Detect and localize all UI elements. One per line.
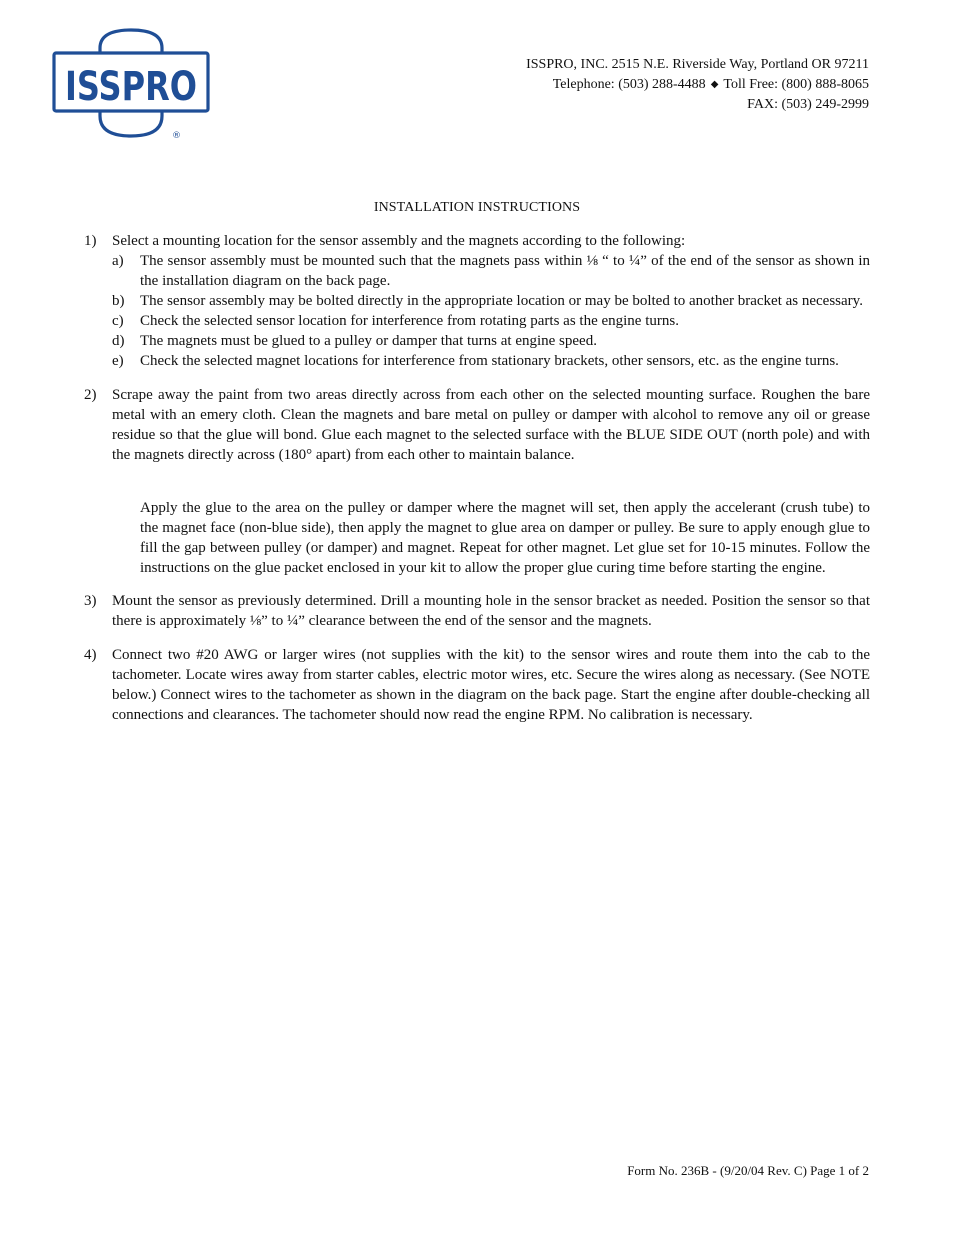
step-number: 3): [84, 593, 97, 609]
step-number: 1): [84, 233, 97, 249]
registered-mark: ®: [172, 131, 181, 141]
subitem-text: The sensor assembly must be mounted such that the magnets pass within ⅛ “ to ¼” of the end of the sensor as shown in the installation diagram on the back page.: [140, 253, 870, 289]
company-fax: FAX: (503) 249-2999: [747, 97, 869, 112]
step-2: [84, 385, 870, 465]
telephone: Telephone: (503) 288-4488: [552, 76, 706, 92]
subitem-text: Check the selected sensor location for interference from rotating parts as the engine turns.: [140, 313, 679, 329]
subitem-e: [112, 351, 870, 371]
subitem-a: [112, 251, 870, 291]
diamond-separator-icon: ◆: [710, 78, 719, 90]
page-title: INSTALLATION INSTRUCTIONS: [373, 200, 581, 215]
logo-wordmark: ISSPRO: [65, 64, 197, 110]
step-number: 4): [84, 646, 97, 663]
company-address-block: [526, 55, 869, 115]
subitem-letter: e): [112, 353, 124, 369]
step-1: [84, 231, 870, 371]
step-text: Mount the sensor as previously determined. Drill a mounting hole in the sensor bracket as needed. Position the sensor so that there is approximately ⅛” to ¼” clearance between the end of the sensor and the magnets.: [112, 593, 870, 629]
step-number: 2): [84, 386, 97, 403]
instructions-body: [84, 231, 870, 738]
step-text: Select a mounting location for the sensor assembly and the magnets according to the following:: [112, 233, 686, 249]
step-text: Scrape away the paint from two areas directly across from each other on the selected mounting surface. Roughen the bare metal with an emery cloth. Clean the magnets and bare metal on pulley or damper with alcohol to remove any oil or grease residue so that the glue will bond. Glue each magnet to the selected surface with the BLUE SIDE OUT (north pole) and with the magnets directly across (180° apart) from each other to maintain balance.: [112, 386, 870, 463]
form-number-footer: Form No. 236B - (9/20/04 Rev. C) Page 1 of 2: [627, 1163, 869, 1178]
step-text: Connect two #20 AWG or larger wires (not supplies with the kit) to the sensor wires and route them into the cab to the tachometer. Locate wires away from starter cables, electric motor wires, etc. Secure the wires along as necessary. (See NOTE below.) Connect wires to the tachometer as shown in the diagram on the back page. Start the engine after double-checking all connections and clearances. The tachometer should now read the engine RPM. No calibration is necessary.: [112, 646, 870, 723]
subitem-letter: a): [112, 253, 124, 269]
isspro-logo: [52, 28, 210, 141]
step-3: [84, 591, 870, 631]
step-1-subitems: [112, 251, 870, 371]
subitem-b: [112, 291, 870, 311]
step-4: [84, 645, 870, 725]
subitem-c: [112, 311, 870, 331]
subitem-letter: b): [112, 293, 125, 309]
subitem-letter: c): [112, 313, 124, 329]
subitem-text: Check the selected magnet locations for interference from stationary brackets, other sensors, etc. as the engine turns.: [140, 353, 839, 369]
subitem-text: The sensor assembly may be bolted directly in the appropriate location or may be bolted to another bracket as necessary.: [140, 293, 863, 309]
glue-instructions: Apply the glue to the area on the pulley or damper where the magnet will set, then apply the accelerant (crush tube) to the magnet face (non-blue side), then apply the magnet to glue area on damper or pulley. Be sure to apply enough glue to fill the gap between pulley (or damper) and magnet. Repeat for other magnet. Let glue set for 10-15 minutes. Follow the instructions on the glue packet enclosed in your kit to allow the proper glue curing time before starting the engine.: [140, 499, 870, 576]
company-address: ISSPRO, INC. 2515 N.E. Riverside Way, Portland OR 97211: [526, 57, 869, 72]
toll-free: Toll Free: (800) 888-8065: [723, 76, 869, 92]
subitem-letter: d): [112, 333, 125, 349]
subitem-d: [112, 331, 870, 351]
subitem-text: The magnets must be glued to a pulley or damper that turns at engine speed.: [140, 333, 597, 349]
company-phones: [526, 75, 869, 96]
